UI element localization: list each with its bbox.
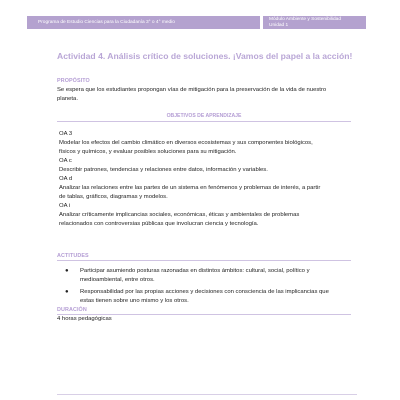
oa-text-line: Analizar críticamente implicancias sociales, económicas, éticas y ambientales de problemas: [59, 212, 300, 218]
attitudes-heading: ACTITUDES: [57, 253, 89, 259]
bullet-icon: ●: [65, 268, 69, 274]
attitudes-divider: [57, 260, 351, 261]
footer-divider: [57, 394, 357, 395]
oa-text-line: físicos y químicos, y evaluar posibles soluciones para su mitigación.: [59, 149, 237, 155]
oa-text-line: de tablas, gráficos, diagramas y modelos.: [59, 194, 168, 200]
duration-text: 4 horas pedagógicas: [57, 316, 112, 322]
list-item: [57, 267, 357, 285]
header-program-bar: [27, 16, 260, 29]
oa-text-line: Modelar los efectos del cambio climático en diversos ecosistemas y sus componentes biológicos,: [59, 140, 313, 146]
bullet-icon: ●: [65, 289, 69, 295]
header-module-text: Módulo Ambiente y Sostenibilidad: [269, 17, 341, 22]
oa-code: OA c: [59, 158, 72, 164]
list-item: [57, 288, 357, 306]
objectives-heading: OBJETIVOS DE APRENDIZAJE: [166, 113, 242, 119]
oa-text-line: Analizar las relaciones entre las partes de un sistema en fenómenos y problemas de interés, a partir: [59, 185, 321, 191]
objectives-divider: [57, 121, 351, 122]
oa-text-line: relacionados con controversias públicas que involucran ciencia y tecnología.: [59, 221, 259, 227]
oa-text-line: Describir patrones, tendencias y relaciones entre datos, información y variables.: [59, 167, 268, 173]
header-unit-text: Unidad 1: [269, 22, 289, 28]
attitudes-list: [57, 267, 357, 309]
purpose-line: Se espera que los estudiantes propongan vías de mitigación para la preservación de la vida de nuestro: [57, 87, 327, 93]
oa-code: OA i: [59, 203, 71, 209]
oa-code: OA d: [59, 176, 73, 182]
header-module-bar: [263, 16, 366, 29]
purpose-text: [57, 86, 357, 104]
duration-heading: DURACIÓN: [57, 307, 87, 313]
attitude-line: estas tienen sobre uno mismo y los otros.: [80, 298, 189, 304]
activity-title: Actividad 4. Análisis crítico de soluciones. ¡Vamos del papel a la acción!: [57, 51, 353, 61]
purpose-heading: PROPÓSITO: [57, 78, 90, 84]
purpose-line: planeta.: [57, 96, 78, 102]
objectives-list: [59, 130, 351, 229]
header-program-text: Programa de Estudio Ciencias para la Ciudadanía 3° o 4° medio: [38, 20, 175, 25]
attitude-line: medioambiental, entre otros.: [80, 277, 155, 283]
attitude-line: Participar asumiendo posturas razonadas en distintos ámbitos: cultural, social, político y: [80, 268, 310, 274]
attitude-line: Responsabilidad por las propias acciones y decisiones con consciencia de las implicancias que: [80, 289, 329, 295]
oa-code: OA 3: [59, 131, 73, 137]
